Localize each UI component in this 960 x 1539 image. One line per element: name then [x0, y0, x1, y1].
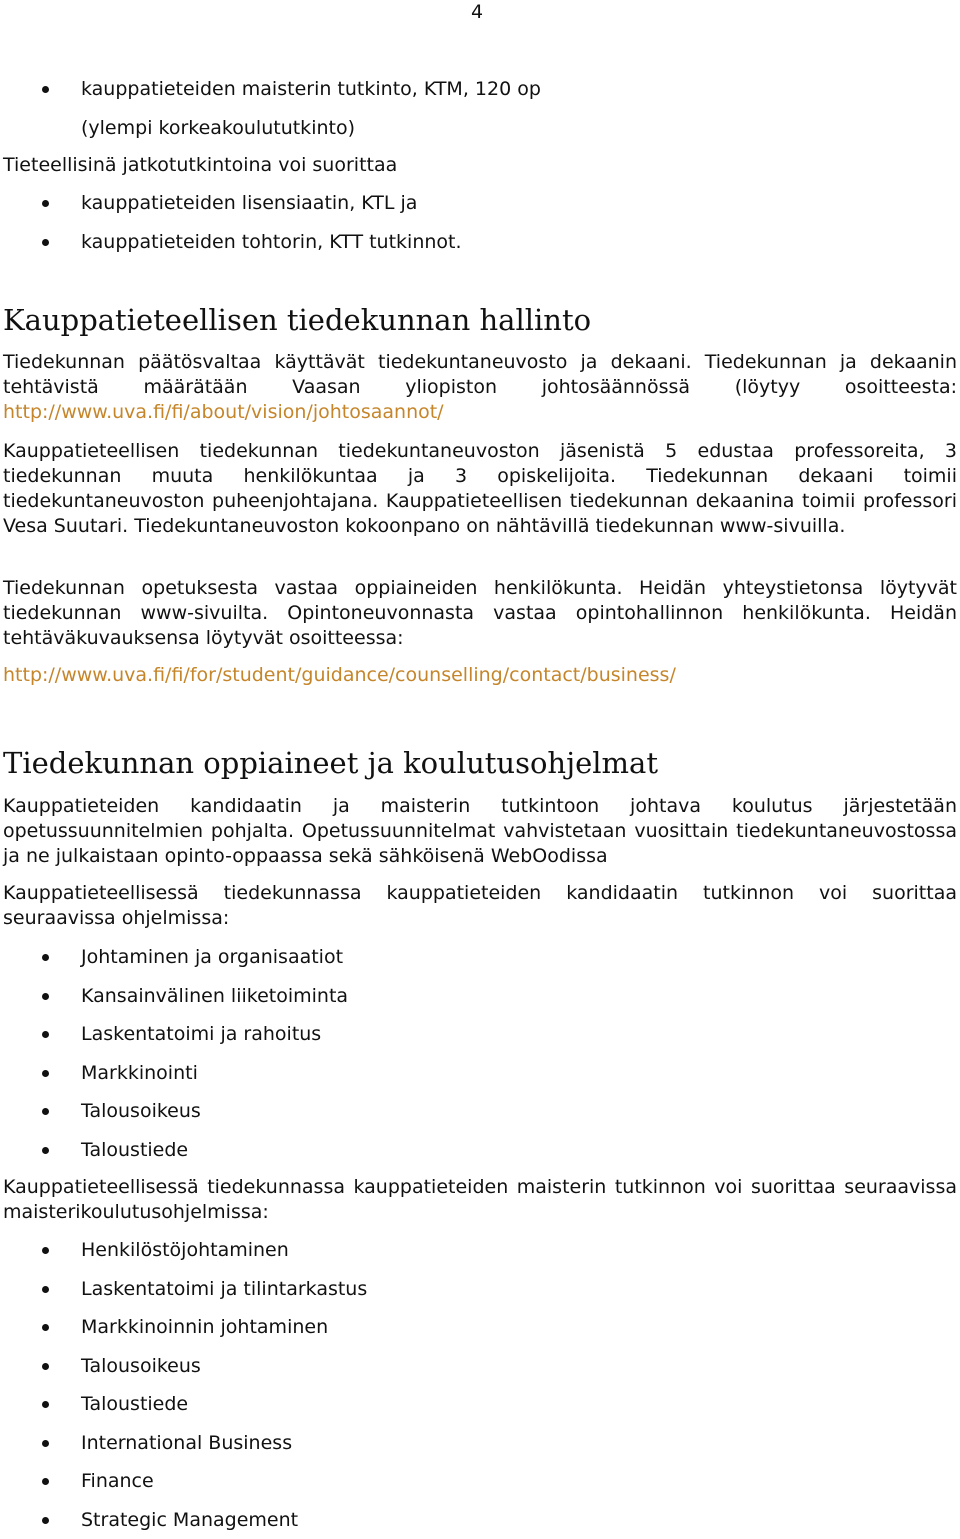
- paragraph-text: Kauppatieteellisessä tiedekunnassa kauppatieteiden kandidaatin tutkinnon voi suorittaa seuraavissa ohjelmissa:: [3, 881, 957, 931]
- paragraph-hallinto-3: [3, 576, 957, 651]
- list-item: [3, 184, 957, 223]
- paragraph-hallinto-2: [3, 439, 957, 539]
- paragraph-text: Kauppatieteiden kandidaatin ja maisterin tutkintoon johtava koulutus järjestetään opetussuunnitelmien pohjalta. Opetussuunnitelmat vahvistetaan vuosittain tiedekuntaneuvostossa ja ne julkaistaan opinto-oppaassa sekä sähköisenä WebOodissa: [3, 794, 957, 869]
- bullet-icon: [42, 1286, 49, 1293]
- degree-list: [3, 70, 957, 147]
- paragraph-oppiaineet-2: [3, 881, 957, 931]
- paragraph-text: [3, 350, 957, 425]
- list-item-text: Markkinointi: [81, 1062, 198, 1084]
- postgraduate-list: [3, 184, 957, 261]
- bullet-icon: [42, 200, 49, 207]
- bullet-icon: [42, 1478, 49, 1485]
- list-item-text: Laskentatoimi ja tilintarkastus: [81, 1278, 367, 1300]
- bullet-icon: [42, 1324, 49, 1331]
- list-item: [3, 1015, 957, 1054]
- list-item-text: Laskentatoimi ja rahoitus: [81, 1023, 321, 1045]
- list-item-text: Talousoikeus: [81, 1355, 201, 1377]
- paragraph-text: Kauppatieteellisen tiedekunnan tiedekuntaneuvoston jäsenistä 5 edustaa professoreita, 3 tiedekunnan muuta henkilökuntaa ja 3 opiskelijoita. Tiedekunnan dekaani toimii tiedekuntaneuvoston puheenjohtajana. Kauppatieteellisen tiedekunnan dekaanina toimii professori Vesa Suutari. Tiedekuntaneuvoston kokoonpano on nähtävillä tiedekunnan www-sivuilla.: [3, 439, 957, 539]
- bullet-icon: [42, 239, 49, 246]
- jatko-intro: Tieteellisinä jatkotutkintoina voi suorittaa: [3, 146, 957, 185]
- list-item-text: Strategic Management: [81, 1509, 298, 1531]
- list-item-text: Taloustiede: [81, 1139, 188, 1161]
- section-heading-hallinto: Kauppatieteellisen tiedekunnan hallinto: [3, 302, 957, 338]
- section-heading-oppiaineet: Tiedekunnan oppiaineet ja koulutusohjelmat: [3, 745, 957, 781]
- list-item-continuation: [3, 109, 957, 148]
- list-item: [3, 1092, 957, 1131]
- list-item-text: (ylempi korkeakoulututkinto): [81, 117, 355, 139]
- list-item-text: Markkinoinnin johtaminen: [81, 1316, 328, 1338]
- list-item: [3, 977, 957, 1016]
- page-number: 4: [471, 0, 483, 24]
- list-item-text: Johtaminen ja organisaatiot: [81, 946, 343, 968]
- paragraph-body: Tiedekunnan päätösvaltaa käyttävät tiedekuntaneuvosto ja dekaani. Tiedekunnan ja dekaanin tehtävistä määrätään Vaasan yliopiston johtosäännössä (löytyy osoitteesta:: [3, 351, 957, 398]
- bullet-icon: [42, 1517, 49, 1524]
- list-item: [3, 1385, 957, 1424]
- list-item-text: Kansainvälinen liiketoiminta: [81, 985, 348, 1007]
- paragraph-oppiaineet-3: [3, 1175, 957, 1225]
- list-item: [3, 1231, 957, 1270]
- list-item-text: Finance: [81, 1470, 154, 1492]
- list-item-text: Talousoikeus: [81, 1100, 201, 1122]
- list-item: [3, 1462, 957, 1501]
- list-item-text: kauppatieteiden lisensiaatin, KTL ja: [81, 192, 417, 214]
- bullet-icon: [42, 86, 49, 93]
- list-item: [3, 1424, 957, 1463]
- johtosaannot-link[interactable]: http://www.uva.fi/fi/about/vision/johtosaannot/: [3, 401, 444, 423]
- list-item-text: Henkilöstöjohtaminen: [81, 1239, 289, 1261]
- bullet-icon: [42, 1031, 49, 1038]
- list-item: [3, 1054, 957, 1093]
- counselling-contact-link[interactable]: http://www.uva.fi/fi/for/student/guidance/counselling/contact/business/: [3, 664, 676, 686]
- bullet-icon: [42, 1108, 49, 1115]
- list-item: [3, 1270, 957, 1309]
- list-item-text: kauppatieteiden maisterin tutkinto, KTM, 120 op: [81, 78, 541, 100]
- bullet-icon: [42, 1401, 49, 1408]
- list-item-text: kauppatieteiden tohtorin, KTT tutkinnot.: [81, 231, 462, 253]
- counselling-link-line: [3, 663, 957, 688]
- list-item: [3, 938, 957, 977]
- bachelor-program-list: [3, 938, 957, 1169]
- bullet-icon: [42, 1440, 49, 1447]
- list-item-text: Taloustiede: [81, 1393, 188, 1415]
- list-item: [3, 1347, 957, 1386]
- paragraph-oppiaineet-1: [3, 794, 957, 869]
- master-program-list: [3, 1231, 957, 1539]
- list-item: [3, 1501, 957, 1539]
- bullet-icon: [42, 1147, 49, 1154]
- list-item-text: International Business: [81, 1432, 292, 1454]
- list-item: [3, 223, 957, 262]
- bullet-icon: [42, 993, 49, 1000]
- paragraph-hallinto-1: [3, 350, 957, 425]
- list-item: [3, 1308, 957, 1347]
- paragraph-text: Kauppatieteellisessä tiedekunnassa kauppatieteiden maisterin tutkinnon voi suorittaa seuraavissa maisterikoulutusohjelmissa:: [3, 1175, 957, 1225]
- bullet-icon: [42, 1247, 49, 1254]
- bullet-icon: [42, 1070, 49, 1077]
- list-item: [3, 1131, 957, 1170]
- list-item: [3, 70, 957, 109]
- paragraph-text: Tiedekunnan opetuksesta vastaa oppiaineiden henkilökunta. Heidän yhteystietonsa löytyvät tiedekunnan www-sivuilta. Opintoneuvonnasta vastaa opintohallinnon henkilökunta. Heidän tehtäväkuvauksensa löytyvät osoitteessa:: [3, 576, 957, 651]
- bullet-icon: [42, 1363, 49, 1370]
- bullet-icon: [42, 954, 49, 961]
